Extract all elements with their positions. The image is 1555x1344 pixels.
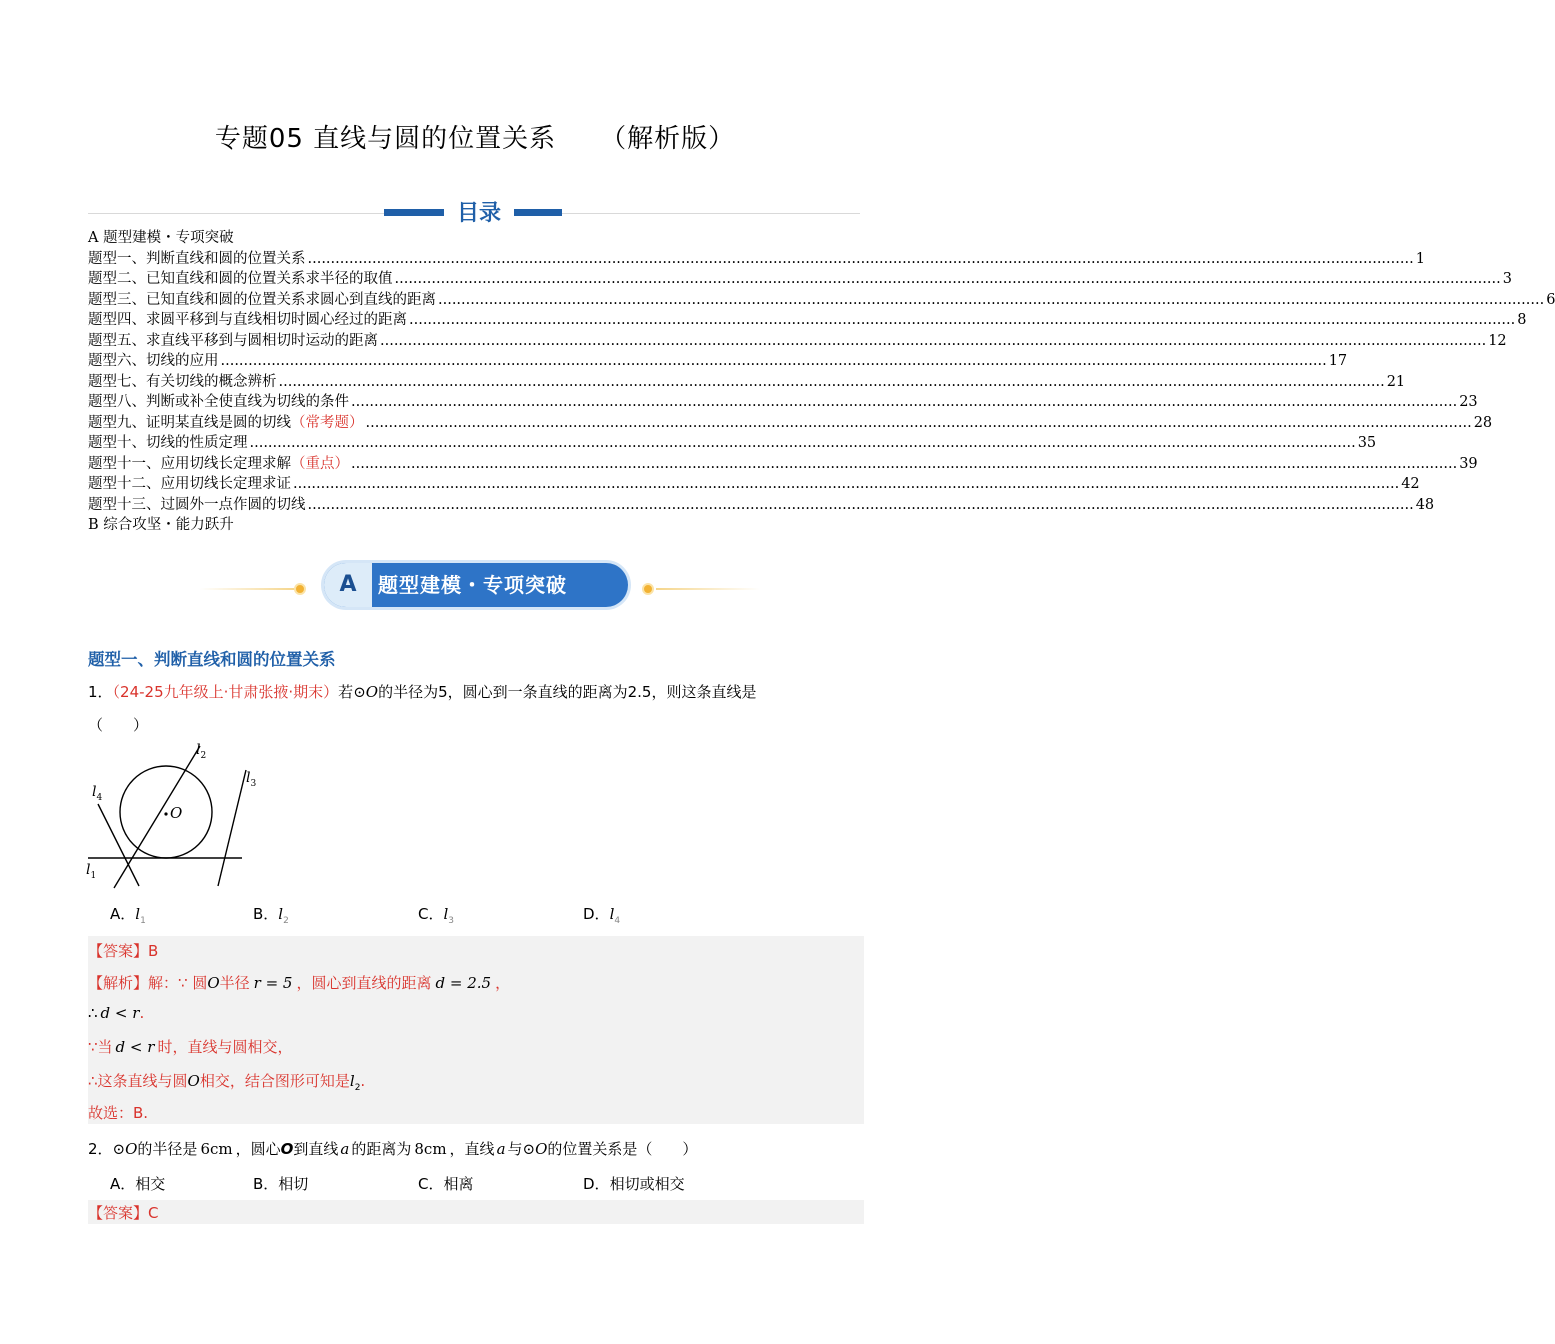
q1-analysis-line-1: 【解析】解：∵ 圆O半径 r = 5 ，圆心到直线的距离 d = 2.5 ， [88,974,511,992]
banner-badge: A [324,563,372,607]
section-banner [200,560,760,610]
q1-analysis-line-5: 故选：B. [88,1104,149,1122]
toc-leader-dots [308,249,1414,270]
toc-item-label: 题型十一、应用切线长定理求解 [88,455,291,472]
q1-text-a: 若 [338,683,354,701]
section-title: 题型一、判断直线和圆的位置关系 [88,650,336,669]
q2-answer-box [88,1200,864,1224]
q1-option-d[interactable]: D．$l_4$ [583,905,621,926]
toc-item[interactable] [88,269,1512,290]
title-suffix: （解析版） [600,124,736,154]
toc-item-label: 题型八、判断或补全使直线为切线的条件 [88,394,349,410]
toc-leader-dots [380,331,1486,352]
toc-item[interactable] [88,474,1420,495]
toc-item-label: 题型五、求直线平移到与圆相切时运动的距离 [88,332,378,349]
toc-item-page: 28 [1473,414,1493,431]
toc-heading [88,196,860,232]
toc-item[interactable] [88,372,1406,393]
q2-option-c[interactable]: C．相离 [418,1175,474,1193]
title-main: 专题05 直线与圆的位置关系 [214,124,557,154]
toc-item-label: 题型十二、应用切线长定理求证 [88,476,291,492]
figure-line-l3 [218,770,246,886]
q2-option-d[interactable]: D．相切或相交 [583,1175,685,1193]
figure-label-l2: $l_2$ [196,742,207,761]
figure-label-o: O [170,804,183,822]
toc-title: 目录 [444,196,514,227]
toc-item-page: 12 [1488,332,1507,349]
q1-paren: （ ） [88,716,149,734]
toc-item[interactable] [88,351,1348,372]
toc-part-b[interactable]: B 综合攻坚・能力跃升 [88,517,234,533]
toc-part-a[interactable]: A 题型建模・专项突破 [88,230,234,246]
toc-leader-dots [409,310,1515,331]
toc-item-label: 题型九、证明某直线是圆的切线 [88,414,291,431]
q1-source: （24-25九年级上·甘肃张掖·期末） [112,683,339,701]
toc-item[interactable] [88,249,1425,270]
q1-option-b[interactable]: B．$l_2$ [253,905,289,926]
figure-circle [120,766,212,858]
figure-label-l4: $l_4$ [92,784,103,803]
toc-item-page: 3 [1502,271,1512,287]
toc-item[interactable] [88,392,1478,413]
q1-option-c[interactable]: C．$l_3$ [418,905,455,926]
q1-number: 1． [88,683,113,701]
toc-item-label: 题型十三、过圆外一点作圆的切线 [88,496,306,513]
toc-item-page: 1 [1415,250,1425,267]
toc-item-label: 题型四、求圆平移到与直线相切时圆心经过的距离 [88,312,407,328]
q2-option-b[interactable]: B．相切 [253,1175,309,1193]
page-title [0,118,950,155]
toc-item[interactable] [88,454,1478,475]
banner-line-left [200,588,296,590]
toc-leader-dots [279,372,1385,393]
q1-analysis-line-3: ∵当 d < r 时，直线与圆相交， [88,1038,293,1056]
toc-item-label: 题型二、已知直线和圆的位置关系求半径的取值 [88,271,393,287]
q1-analysis-line-4: ∴这条直线与圆O相交，结合图形可知是$l_2$. [88,1072,366,1093]
toc-leader-dots [395,269,1501,290]
toc-item-label: 题型七、有关切线的概念辨析 [88,373,277,390]
banner-text: 题型建模・专项突破 [378,573,567,597]
banner-dot-right [642,583,654,595]
banner-line-right [656,588,760,590]
toc-leader-dots [221,351,1327,372]
q1-text-b: 的半径为5，圆心到一条直线的距离为2.5，则这条直线是 [378,683,757,701]
toc-item[interactable] [88,495,1435,516]
toc-item-tag: （重点） [291,455,349,472]
q1-circle: ⊙O [353,683,379,701]
table-of-contents [88,228,1555,536]
figure-center-dot [164,812,167,815]
toc-item[interactable] [88,433,1377,454]
toc-item[interactable] [88,290,1555,311]
toc-leader-dots [308,495,1414,516]
q1-option-a[interactable]: A．$l_1$ [110,905,146,926]
q1-analysis-line-2: ∴ d < r. [88,1004,145,1022]
banner-dot-left [294,583,306,595]
toc-leader-dots [438,290,1544,311]
question-2: 2．⊙O的半径是 6cm ，圆心O到直线 a 的距离为 8cm ，直线 a 与⊙O的位置关系是（ ） [88,1140,698,1158]
q1-figure [84,740,257,890]
figure-label-l1: $l_1$ [86,862,97,881]
toc-leader-dots [366,413,1472,434]
toc-item-page: 23 [1459,394,1478,410]
toc-leader-dots [351,454,1457,475]
figure-label-l3: $l_3$ [246,770,257,789]
toc-item-label: 题型一、判断直线和圆的位置关系 [88,250,306,267]
toc-item-page: 21 [1386,373,1406,390]
toc-item-page: 35 [1357,435,1377,451]
toc-bar-left [384,209,444,216]
toc-item-page: 17 [1328,353,1348,369]
toc-item[interactable] [88,413,1493,434]
q2-answer: 【答案】C [88,1204,159,1222]
toc-item-label: 题型十、切线的性质定理 [88,435,248,451]
question-1 [88,681,756,702]
toc-item-label: 题型三、已知直线和圆的位置关系求圆心到直线的距离 [88,291,436,308]
toc-item-page: 39 [1459,455,1478,472]
toc-item-page: 8 [1517,312,1527,328]
toc-leader-dots [293,474,1399,495]
toc-item[interactable] [88,331,1507,352]
toc-item-page: 6 [1546,291,1555,308]
toc-item-page: 48 [1415,496,1435,513]
toc-item-tag: （常考题） [291,414,364,431]
figure-line-l4 [98,804,139,886]
toc-leader-dots [250,433,1356,454]
q1-answer-box [88,936,864,1124]
q1-answer: 【答案】B [88,942,159,960]
q2-option-a[interactable]: A．相交 [110,1175,166,1193]
toc-item-label: 题型六、切线的应用 [88,353,219,369]
toc-leader-dots [351,392,1457,413]
toc-item[interactable] [88,310,1527,331]
toc-item-page: 42 [1401,476,1420,492]
